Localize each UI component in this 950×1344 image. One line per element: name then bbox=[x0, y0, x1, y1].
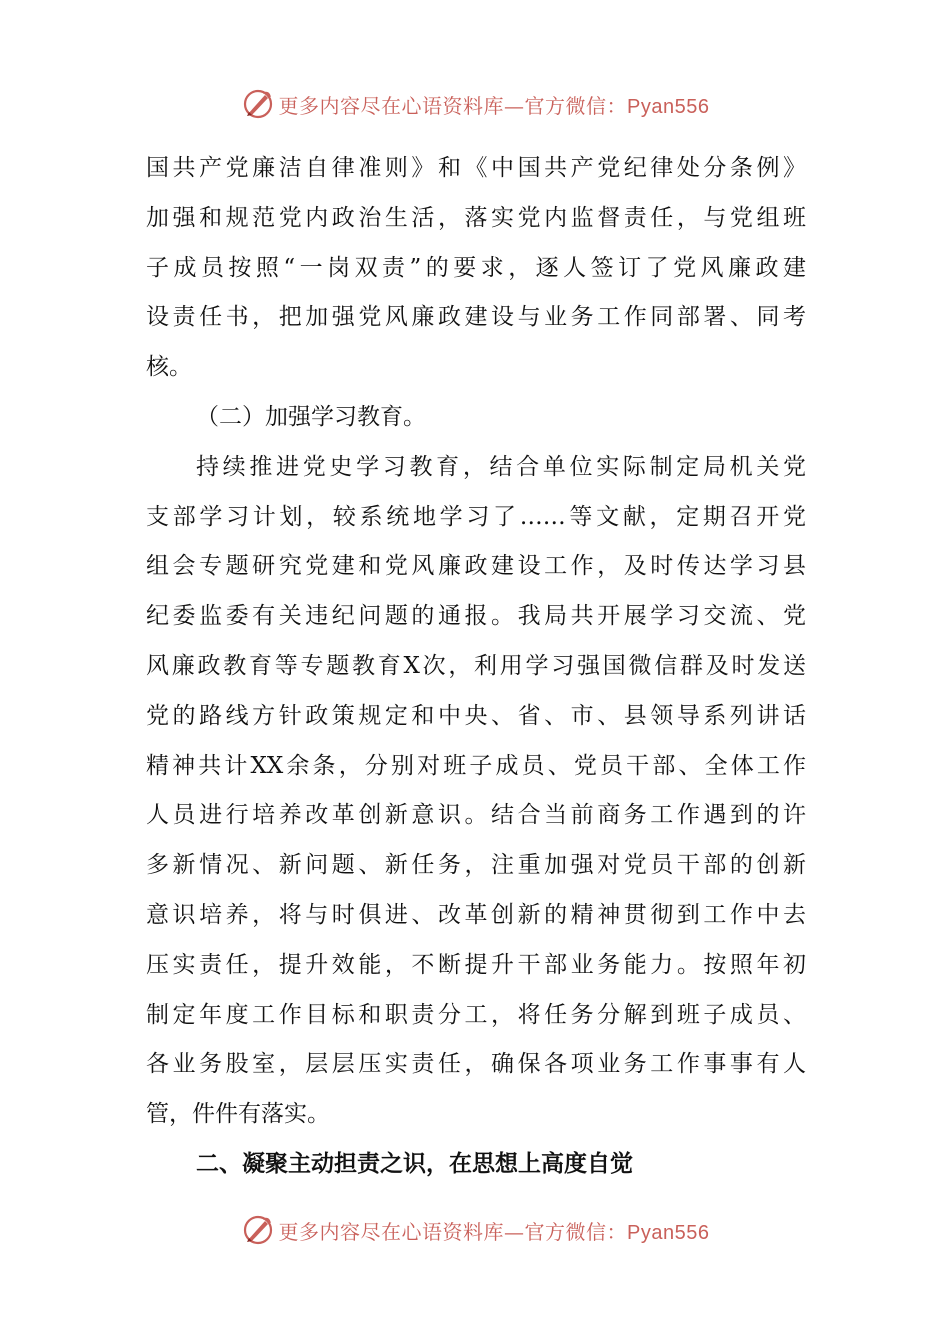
text-line: 人员进行培养改革创新意识。结合当前商务工作遇到的许 bbox=[146, 802, 806, 829]
banner-text-cn: 更多内容尽在心语资料库—官方微信： bbox=[278, 93, 628, 118]
banner-text bbox=[279, 90, 710, 119]
text-line: 核。 bbox=[146, 354, 192, 381]
text-line: 各业务股室，层层压实责任，确保各项业务工作事事有人 bbox=[146, 1051, 806, 1078]
footer-banner bbox=[0, 1210, 950, 1250]
pen-logo-icon bbox=[241, 87, 275, 121]
pen-logo-icon bbox=[241, 1213, 275, 1247]
document-body bbox=[146, 144, 806, 1190]
text-line: 设责任书，把加强党风廉政建设与业务工作同部署、同考 bbox=[146, 304, 806, 331]
banner-text bbox=[279, 1216, 710, 1245]
text-line: 风廉政教育等专题教育X次，利用学习强国微信群及时发送 bbox=[146, 652, 806, 679]
text-line: 制定年度工作目标和职责分工，将任务分解到班子成员、 bbox=[146, 1001, 806, 1028]
section-heading: 二、凝聚主动担责之识，在思想上高度自觉 bbox=[196, 1150, 633, 1177]
header-banner bbox=[0, 84, 950, 124]
text-line: 精神共计XX余条，分别对班子成员、党员干部、全体工作 bbox=[146, 752, 806, 779]
text-line: 多新情况、新问题、新任务，注重加强对党员干部的创新 bbox=[146, 852, 806, 879]
text-line: 组会专题研究党建和党风廉政建设工作，及时传达学习县 bbox=[146, 553, 806, 580]
text-line: 持续推进党史学习教育，结合单位实际制定局机关党 bbox=[196, 453, 806, 480]
banner-text-cn: 更多内容尽在心语资料库—官方微信： bbox=[278, 1219, 628, 1244]
text-line: 加强和规范党内政治生活，落实党内监督责任，与党组班 bbox=[146, 204, 806, 231]
text-line: 支部学习计划，较系统地学习了……等文献，定期召开党 bbox=[146, 503, 806, 530]
text-line: 管，件件有落实。 bbox=[146, 1101, 330, 1128]
text-line: 压实责任，提升效能，不断提升干部业务能力。按照年初 bbox=[146, 951, 806, 978]
text-line: 党的路线方针政策规定和中央、省、市、县领导系列讲话 bbox=[146, 702, 806, 729]
text-line: 国共产党廉洁自律准则》和《中国共产党纪律处分条例》 bbox=[146, 155, 806, 181]
text-line: 意识培养，将与时俱进、改革创新的精神贯彻到工作中去 bbox=[146, 901, 806, 928]
banner-wechat-id: Pyan556 bbox=[627, 1221, 710, 1244]
text-line: 子成员按照“一岗双责”的要求，逐人签订了党风廉政建 bbox=[146, 254, 806, 281]
text-line: 纪委监委有关违纪问题的通报。我局共开展学习交流、党 bbox=[146, 603, 806, 630]
banner-wechat-id: Pyan556 bbox=[627, 95, 710, 118]
section-subheading: （二）加强学习教育。 bbox=[196, 403, 426, 430]
